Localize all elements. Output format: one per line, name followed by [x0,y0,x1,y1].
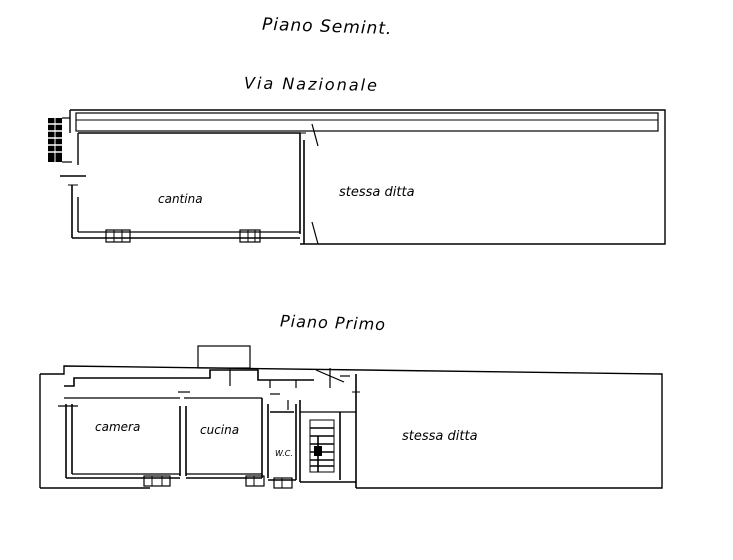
room-label-stessa-ditta-bottom: stessa ditta [402,429,478,444]
room-label-wc: W.C. [275,449,293,458]
first-floor-plan [40,346,662,488]
interior-stair-icon [310,420,334,472]
room-label-cucina: cucina [200,423,240,437]
bottom-plan-title: Piano Primo [279,311,387,335]
top-plan-title: Piano Semint. [261,14,393,40]
room-label-camera: camera [95,420,141,434]
top-stair-icon [48,118,72,162]
top-floor-plan [48,110,665,244]
room-label-stessa-ditta-top: stessa ditta [339,185,415,200]
room-label-cantina: cantina [158,192,203,206]
street-name: Via Nazionale [243,73,380,95]
